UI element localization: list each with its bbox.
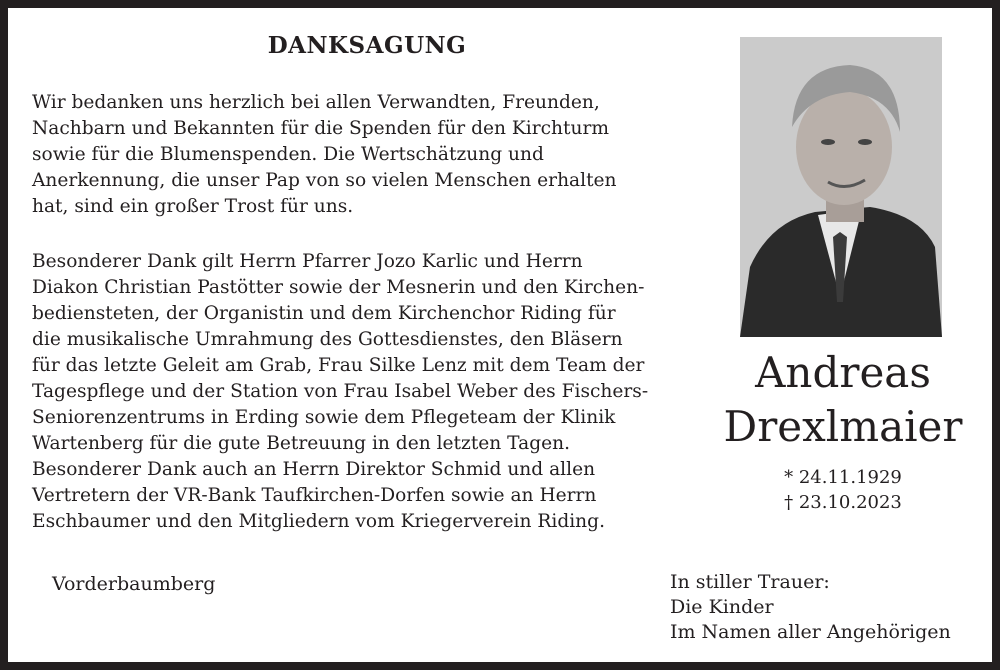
- text-line: hat, sind ein großer Trost für uns.: [32, 196, 354, 217]
- deceased-last-name: Drexlmaier: [723, 402, 963, 451]
- text-line: bediensteten, der Organistin und dem Kirchenchor Riding für: [32, 303, 616, 324]
- signature-line: In stiller Trauer:: [670, 571, 830, 593]
- text-line: Tagespflege und der Station von Frau Isabel Weber des Fischers-: [32, 381, 649, 402]
- text-line: sowie für die Blumenspenden. Die Wertschätzung und: [32, 144, 544, 165]
- death-date: † 23.10.2023: [784, 492, 902, 513]
- text-line: Diakon Christian Pastötter sowie der Mesnerin und den Kirchen-: [32, 277, 645, 298]
- text-line: für das letzte Geleit am Grab, Frau Silke Lenz mit dem Team der: [32, 355, 645, 376]
- portrait-photo: [740, 37, 942, 337]
- signature-line: Im Namen aller Angehörigen: [670, 621, 951, 643]
- text-line: Vertretern der VR-Bank Taufkirchen-Dorfen sowie an Herrn: [32, 485, 597, 506]
- signature-block: [670, 570, 951, 645]
- text-line: Seniorenzentrums in Erding sowie dem Pflegeteam der Klinik: [32, 407, 616, 428]
- text-line: die musikalische Umrahmung des Gottesdienstes, den Bläsern: [32, 329, 623, 350]
- paragraph-special-thanks: [32, 249, 648, 535]
- life-dates: [700, 465, 986, 515]
- heading: DANKSAGUNG: [267, 32, 467, 59]
- text-line: Wir bedanken uns herzlich bei allen Verwandten, Freunden,: [32, 92, 600, 113]
- text-line: Nachbarn und Bekannten für die Spenden für den Kirchturm: [32, 118, 609, 139]
- text-line: Eschbaumer und den Mitgliedern vom Kriegerverein Riding.: [32, 511, 605, 532]
- deceased-first-name: Andreas: [755, 348, 931, 397]
- place-name: Vorderbaumberg: [52, 573, 216, 595]
- text-line: Besonderer Dank auch an Herrn Direktor Schmid und allen: [32, 459, 596, 480]
- text-line: Besonderer Dank gilt Herrn Pfarrer Jozo Karlic und Herrn: [32, 251, 583, 272]
- text-line: Wartenberg für die gute Betreuung in den letzten Tagen.: [32, 433, 571, 454]
- paragraph-thanks: [32, 90, 617, 220]
- text-line: Anerkennung, die unser Pap von so vielen Menschen erhalten: [32, 170, 617, 191]
- birth-date: * 24.11.1929: [784, 467, 902, 488]
- signature-line: Die Kinder: [670, 596, 774, 618]
